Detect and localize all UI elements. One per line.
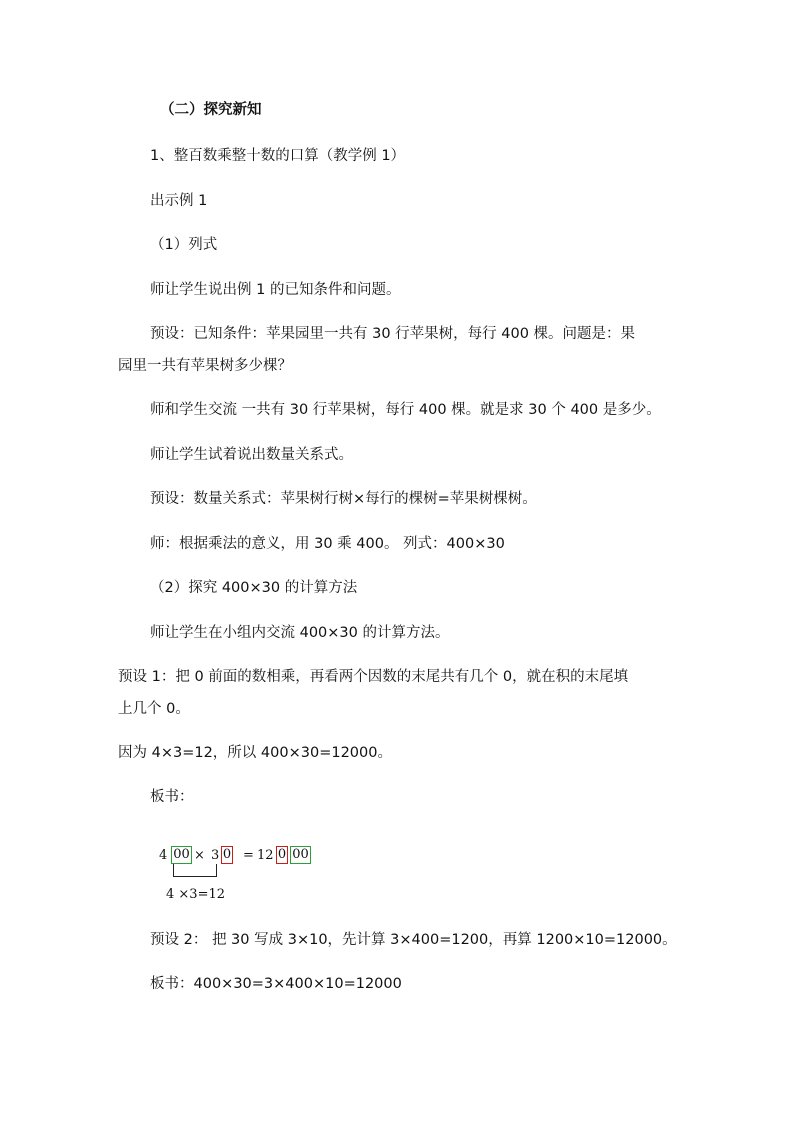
digit-4: 4 [159,848,168,863]
paragraph: 师：根据乘法的意义，用 30 乘 400。 列式：400×30 [150,536,505,552]
digit-3: 3 [211,848,220,863]
paragraph: 预设 1：把 0 前面的数相乘，再看两个因数的末尾共有几个 0，就在积的末尾填 [118,669,629,685]
sub-calculation: 4 ×3=12 [166,887,226,902]
paragraph: 师让学生在小组内交流 400×30 的计算方法。 [150,625,450,641]
paragraph: 预设：数量关系式：苹果树行树×每行的棵树=苹果树棵树。 [150,491,537,507]
equals-sign: = [243,848,254,863]
paragraph: 预设 2： 把 30 写成 3×10，先计算 3×400=1200，再算 1200×10=12000。 [150,932,677,948]
zero-box-red: 0 [222,847,232,862]
times-sign: × [194,848,205,863]
board-label: 板书： [150,789,194,805]
paragraph: 板书：400×30=3×400×10=12000 [150,976,402,992]
item-heading: 1、整百数乘整十数的口算（教学例 1） [150,148,406,164]
paragraph: 师让学生试着说出数量关系式。 [150,447,353,463]
paragraph: 师让学生说出例 1 的已知条件和问题。 [150,282,401,298]
paragraph: 上几个 0。 [118,701,190,717]
step-heading: （1）列式 [150,237,218,253]
step-heading: （2）探究 400×30 的计算方法 [150,580,358,596]
paragraph: 出示例 1 [150,193,208,209]
bracket-connector [173,864,217,877]
paragraph: 因为 4×3=12，所以 400×30=12000。 [118,745,392,761]
paragraph: 预设：已知条件：苹果园里一共有 30 行苹果树，每行 400 棵。问题是：果 [150,326,636,342]
product-prefix: 12 [257,848,274,863]
zeros-box-green: 00 [171,846,192,864]
section-title: （二）探究新知 [160,102,262,118]
zero-box-red: 0 [277,847,287,862]
zeros-box-green: 00 [290,846,311,864]
paragraph: 园里一共有苹果树多少棵？ [118,358,292,374]
paragraph: 师和学生交流 一共有 30 行苹果树，每行 400 棵。就是求 30 个 400 是多少。 [150,402,661,418]
